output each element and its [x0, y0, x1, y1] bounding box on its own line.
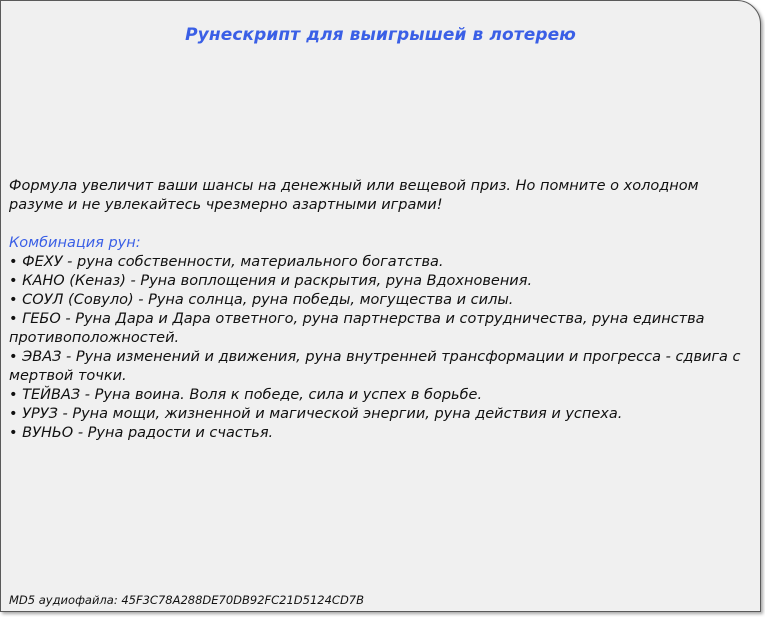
rune-list — [9, 253, 748, 443]
list-item: • ТЕЙВАЗ - Руна воина. Воля к победе, сила и успех в борьбе. — [9, 387, 483, 403]
page-title: Рунескрипт для выигрышей в лотерею — [185, 25, 576, 45]
list-item: • ЭВАЗ - Руна изменений и движения, руна внутренней трансформации и прогресса - сдвига с мертвой точки. — [9, 349, 741, 384]
combination-heading: Комбинация рун: — [9, 235, 141, 251]
list-item: • ГЕБО - Руна Дара и Дара ответного, руна партнерства и сотрудничества, руна единства противоположностей. — [9, 311, 705, 346]
card-body — [9, 177, 748, 443]
md5-footer: MD5 аудиофайла: 45F3C78A288DE70DB92FC21D5124CD7B — [9, 593, 365, 607]
list-item: • СОУЛ (Совуло) - Руна солнца, руна победы, могущества и силы. — [9, 292, 514, 308]
list-item: • ВУНЬО - Руна радости и счастья. — [9, 425, 274, 441]
intro-text: Формула увеличит ваши шансы на денежный или вещевой приз. Но помните о холодном разуме и не увлекайтесь чрезмерно азартными играми! — [9, 178, 699, 213]
list-item: • УРУЗ - Руна мощи, жизненной и магической энергии, руна действия и успеха. — [9, 406, 623, 422]
list-item: • КАНО (Кеназ) - Руна воплощения и раскрытия, руна Вдохновения. — [9, 273, 533, 289]
list-item: • ФЕХУ - руна собственности, материального богатства. — [9, 254, 444, 270]
spacer — [9, 215, 748, 234]
